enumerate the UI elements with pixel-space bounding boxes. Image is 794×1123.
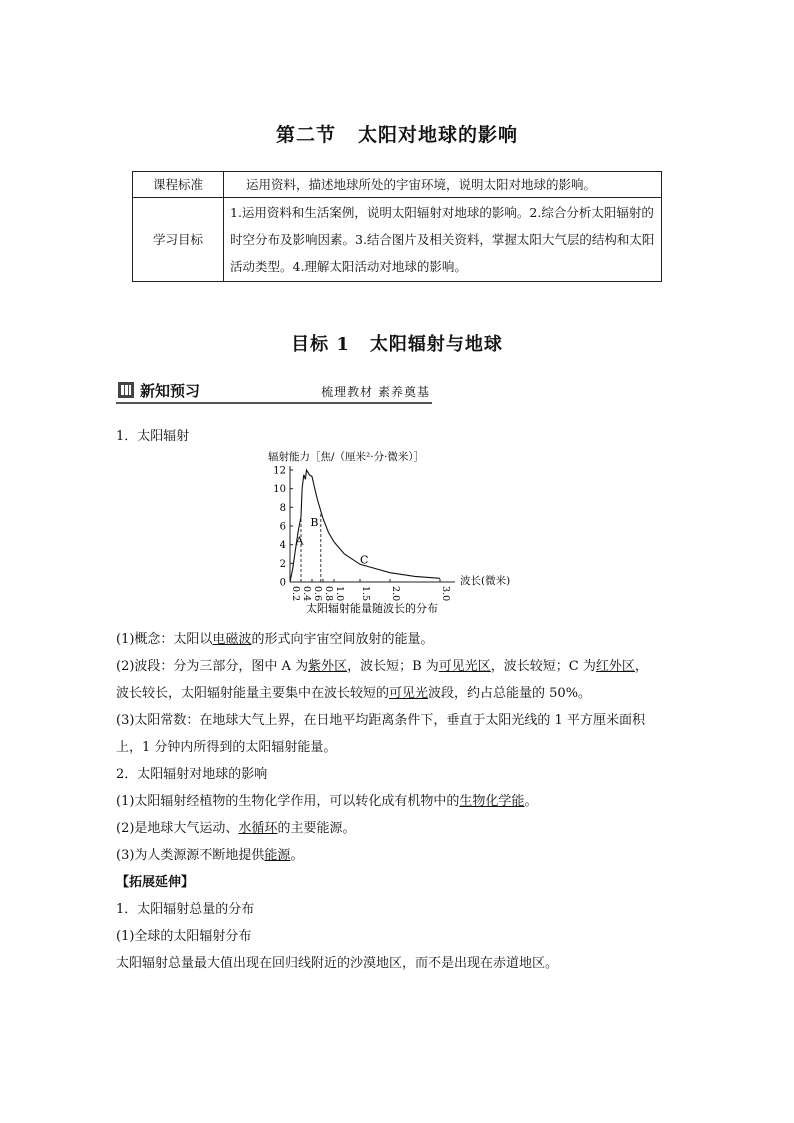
section-banner [116, 380, 432, 404]
chart-svg [260, 448, 540, 620]
answer-blank: 电磁波 [212, 632, 252, 647]
text-segment: 上，1 分钟内所得到的太阳辐射能量。 [116, 740, 337, 755]
goal-number: 目标 1 [291, 334, 350, 355]
banner-title: 新知预习 [140, 382, 201, 400]
region-label: B [310, 516, 319, 529]
standard-value: 运用资料，描述地球所处的宇宙环境，说明太阳对地球的影响。 [224, 172, 662, 198]
title-part2: 太阳对地球的影响 [358, 124, 519, 146]
region-label: A [295, 534, 304, 548]
text-segment: (2)是地球大气运动、 [116, 821, 239, 836]
y-tick-label: 6 [279, 521, 286, 533]
banner-subtitle: 梳理教材 素养奠基 [321, 385, 430, 399]
y-tick-label: 0 [279, 577, 286, 589]
book-icon [118, 382, 134, 398]
section-heading: 2．太阳辐射对地球的影响 [116, 767, 268, 782]
answer-blank: 可见光 [389, 686, 429, 701]
standard-label: 课程标准 [133, 172, 224, 198]
x-tick-label: 3.0 [440, 586, 451, 602]
text-segment: 。 [290, 848, 304, 863]
x-tick-label: 0.2 [290, 586, 301, 602]
radiation-chart [260, 448, 540, 620]
x-tick-label: 2.0 [390, 586, 401, 602]
x-tick-label: 0.6 [312, 586, 323, 602]
text-segment: 的主要能源。 [277, 821, 356, 836]
objective-label: 学习目标 [133, 198, 224, 282]
text-segment: (2)波段：分为三部分，图中 A 为 [116, 659, 309, 674]
x-axis-label: 波长(微米) [460, 575, 511, 587]
section-heading: 1．太阳辐射总量的分布 [116, 902, 255, 917]
goal-heading [0, 330, 794, 356]
x-tick-label: 0.4 [301, 586, 312, 602]
table-row [133, 198, 662, 282]
text-segment: 。 [524, 794, 538, 809]
body-text [116, 626, 686, 977]
sub-heading: (1)全球的太阳辐射分布 [116, 929, 252, 944]
table-row [133, 172, 662, 198]
y-tick-label: 10 [273, 484, 286, 496]
text-segment: (3)为人类源源不断地提供 [116, 848, 265, 863]
impact-item [116, 788, 686, 815]
section-heading: 1．太阳辐射 [116, 429, 190, 444]
text-segment: 波段，约占总能量的 50%。 [428, 686, 592, 701]
concept-paragraph [116, 626, 686, 653]
text-segment: 的形式向宇宙空间放射的能量。 [251, 632, 434, 647]
y-tick-label: 8 [279, 502, 286, 514]
page-title [0, 120, 794, 147]
x-tick-label: 1.0 [334, 586, 345, 602]
y-axis-label: 辐射能力［焦/（厘米²·分·微米）］ [268, 451, 425, 463]
text-segment: ， [634, 659, 648, 674]
answer-blank: 红外区 [595, 659, 635, 674]
answer-blank: 紫外区 [308, 659, 348, 674]
text-segment: ，波长短；B 为 [347, 659, 439, 674]
bands-paragraph [116, 653, 686, 707]
impact-item [116, 815, 686, 842]
region-label: C [360, 553, 369, 567]
y-tick-label: 4 [279, 540, 286, 552]
extension-text: 太阳辐射总量最大值出现在回归线附近的沙漠地区，而不是出现在赤道地区。 [116, 956, 559, 971]
goal-title: 太阳辐射与地球 [369, 334, 503, 355]
text-segment: (3)太阳常数：在地球大气上界，在日地平均距离条件下，垂直于太阳光线的 1 平方厘米面积 [116, 713, 645, 728]
y-tick-label: 12 [273, 465, 286, 477]
text-segment: (1)概念：太阳以 [116, 632, 213, 647]
answer-blank: 水循环 [238, 821, 278, 836]
x-tick-label: 0.8 [323, 586, 334, 602]
title-part1: 第二节 [275, 124, 336, 146]
text-segment: (1)太阳辐射经植物的生物化学作用，可以转化成有机物中的 [116, 794, 460, 809]
y-tick-label: 2 [279, 558, 286, 570]
objective-value: 1.运用资料和生活案例，说明太阳辐射对地球的影响。2.综合分析太阳辐射的时空分布及影响因素。3.结合图片及相关资料，掌握太阳大气层的结构和太阳活动类型。4.理解太阳活动对地球的影响。 [224, 198, 662, 282]
x-tick-label: 1.5 [360, 586, 371, 602]
impact-item [116, 842, 686, 869]
answer-blank: 生物化学能 [459, 794, 525, 809]
chart-title: 太阳辐射能量随波长的分布 [306, 602, 438, 615]
text-segment: ，波长较短；C 为 [490, 659, 596, 674]
constant-paragraph [116, 707, 686, 761]
answer-blank: 可见光区 [438, 659, 491, 674]
extension-heading: 【拓展延伸】 [116, 875, 195, 890]
answer-blank: 能源 [264, 848, 291, 863]
text-segment: 波长较长，太阳辐射能量主要集中在波长较短的 [116, 686, 390, 701]
standards-table [132, 171, 662, 282]
